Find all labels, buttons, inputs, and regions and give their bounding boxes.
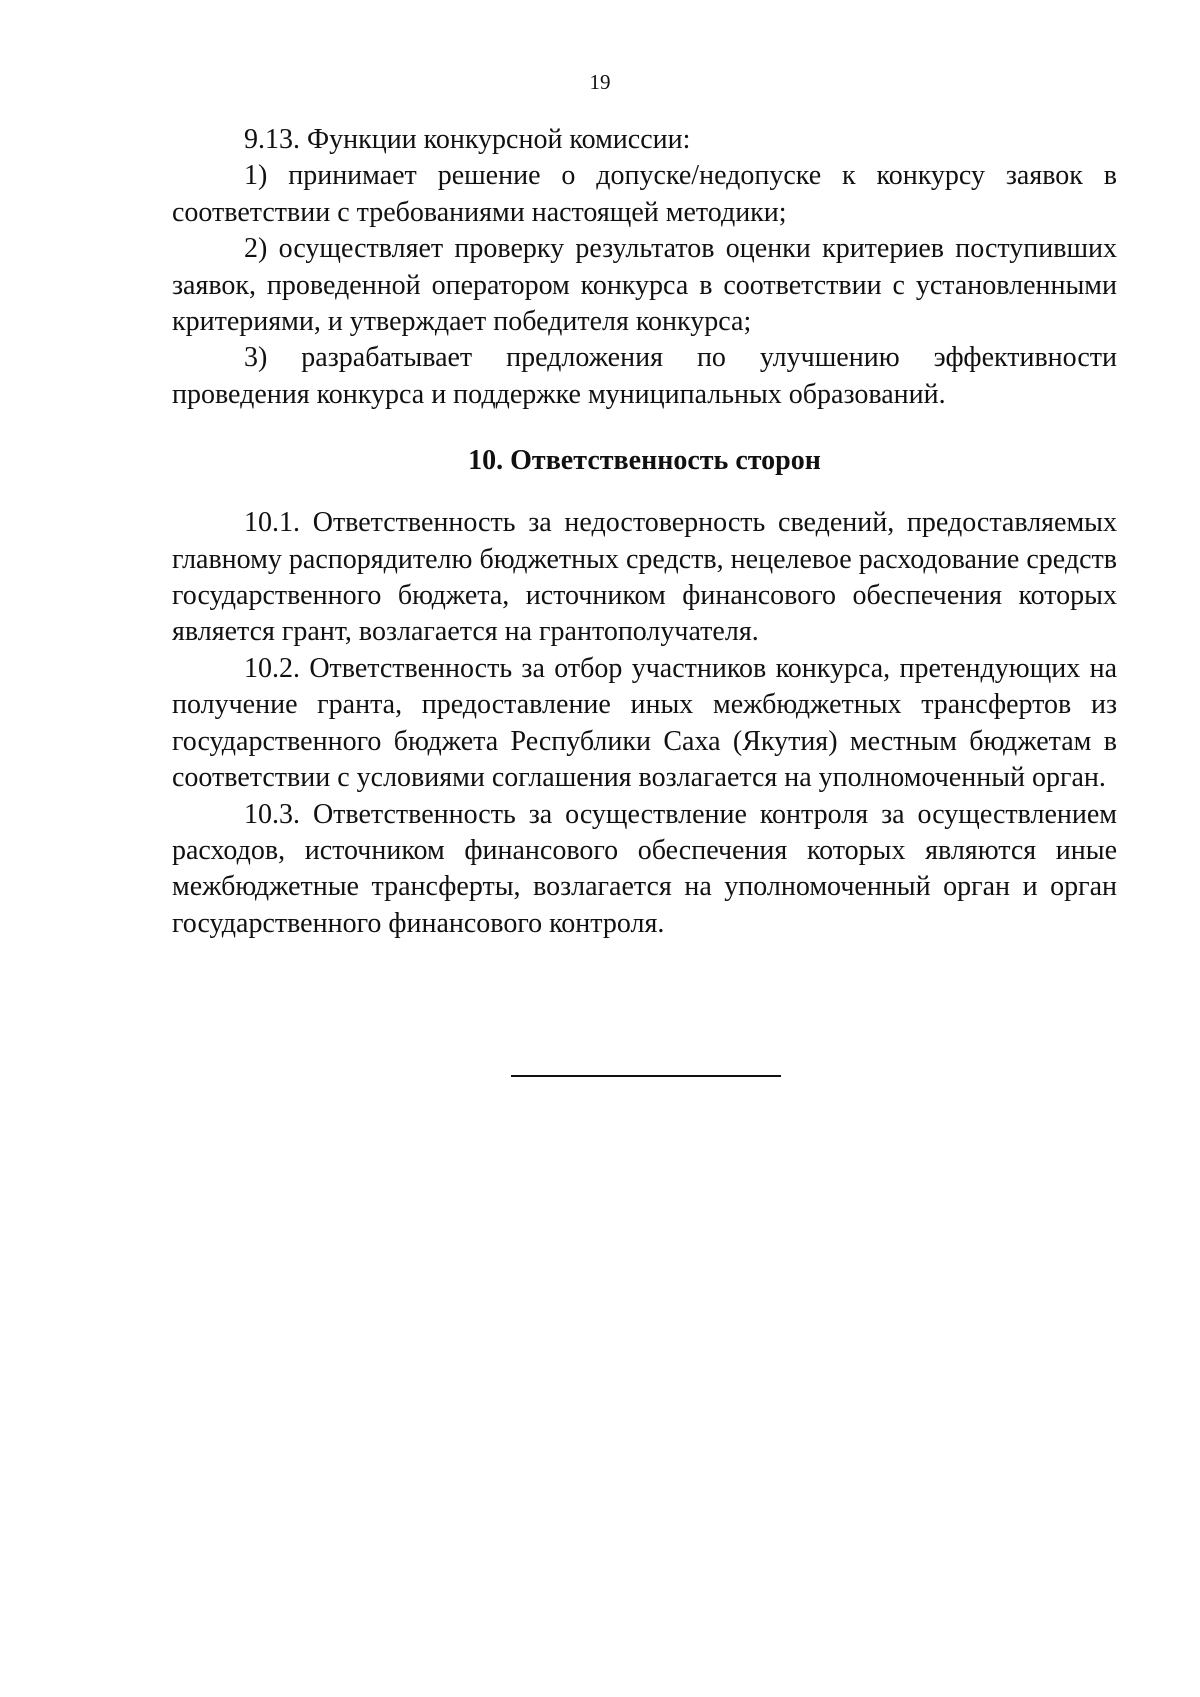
- clause-9-13-item-2: 2) осуществляет проверку результатов оценки критериев поступивших заявок, проведенной оператором конкурса в соответствии с установленными критериями, и утверждает победителя конкурса;: [172, 233, 1117, 338]
- clause-9-13-title: 9.13. Функции конкурсной комиссии:: [244, 124, 691, 155]
- clause-10-1: 10.1. Ответственность за недостоверность сведений, предоставляемых главному распорядителю бюджетных средств, нецелевое расходование средств государственного бюджета, источником финансового обеспечения которых является грант, возлагается на грантополучателя.: [172, 507, 1117, 648]
- page-number: 19: [589, 70, 611, 94]
- clause-10-3: 10.3. Ответственность за осуществление контроля за осуществлением расходов, источником финансового обеспечения которых являются иные межбюджетные трансферты, возлагается на уполномоченный орган и орган государственного финансового контроля.: [172, 798, 1117, 939]
- clause-10-2: 10.2. Ответственность за отбор участников конкурса, претендующих на получение гранта, предоставление иных межбюджетных трансфертов из государственного бюджета Республики Саха (Якутия) местным бюджетам в соответствии с условиями соглашения возлагается на уполномоченный орган.: [172, 652, 1117, 794]
- end-separator-line: [511, 1075, 781, 1077]
- clause-9-13-item-1: 1) принимает решение о допуске/недопуске к конкурсу заявок в соответствии с требованиями настоящей методики;: [172, 160, 1117, 228]
- section-10-heading: 10. Ответственность сторон: [468, 445, 821, 477]
- document-body: [172, 122, 1117, 942]
- clause-9-13-item-3: 3) разрабатывает предложения по улучшению эффективности проведения конкурса и поддержке муниципальных образований.: [172, 342, 1117, 410]
